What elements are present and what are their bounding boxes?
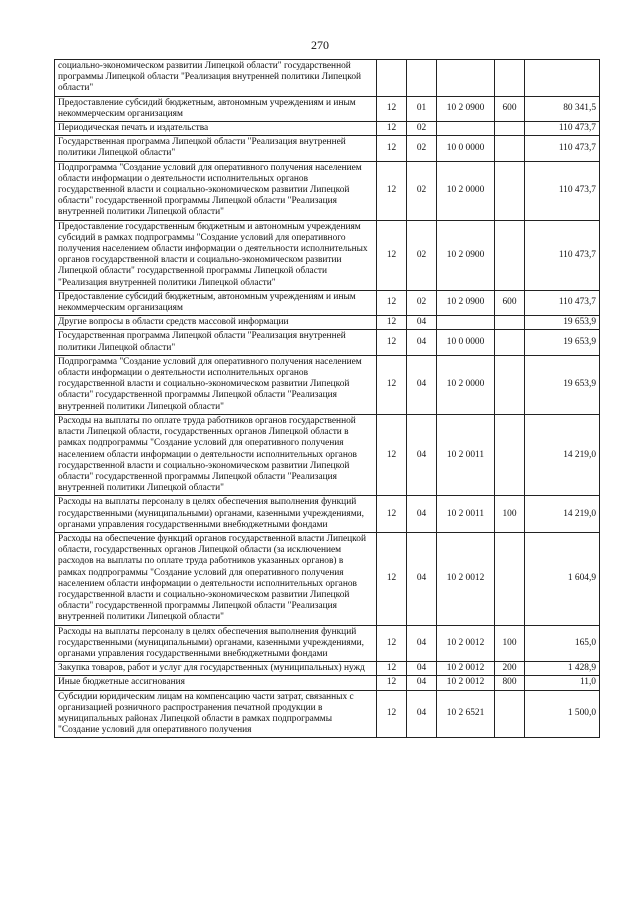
table-row bbox=[55, 330, 600, 355]
amount-value: 165,0 bbox=[525, 625, 600, 662]
expense-type-code bbox=[495, 690, 525, 738]
target-article-code: 10 0 0000 bbox=[437, 330, 495, 355]
budget-table bbox=[54, 59, 600, 738]
section-code: 12 bbox=[377, 330, 407, 355]
target-article-code: 10 2 0011 bbox=[437, 496, 495, 533]
budget-table-body bbox=[55, 60, 600, 738]
section-code: 12 bbox=[377, 316, 407, 330]
amount-value: 1 428,9 bbox=[525, 662, 600, 676]
row-description: социально-экономическом развитии Липецкой области" государственной программы Липецкой области "Реализация внутренней политики Липецкой области" bbox=[55, 60, 377, 97]
row-description: Другие вопросы в области средств массовой информации bbox=[55, 316, 377, 330]
expense-type-code: 200 bbox=[495, 662, 525, 676]
subsection-code: 02 bbox=[407, 220, 437, 290]
subsection-code: 02 bbox=[407, 122, 437, 136]
row-description: Подпрограмма "Создание условий для оперативного получения населением области информации о деятельности исполнительных органов государственной власти и социально-экономическом развитии Липецкой области" государственной программы Липецкой области "Реализация внутренней политики Липецкой области" bbox=[55, 161, 377, 220]
expense-type-code: 100 bbox=[495, 625, 525, 662]
target-article-code: 10 2 0012 bbox=[437, 532, 495, 625]
subsection-code: 04 bbox=[407, 625, 437, 662]
target-article-code: 10 2 0900 bbox=[437, 96, 495, 121]
row-description: Иные бюджетные ассигнования bbox=[55, 676, 377, 690]
row-description: Предоставление субсидий бюджетным, автономным учреждениям и иным некоммерческим организациям bbox=[55, 96, 377, 121]
page-number: 270 bbox=[311, 38, 329, 52]
amount-value: 14 219,0 bbox=[525, 496, 600, 533]
subsection-code: 04 bbox=[407, 414, 437, 495]
table-row bbox=[55, 316, 600, 330]
row-description: Государственная программа Липецкой области "Реализация внутренней политики Липецкой области" bbox=[55, 136, 377, 161]
table-row bbox=[55, 60, 600, 97]
target-article-code: 10 2 0012 bbox=[437, 662, 495, 676]
row-description: Периодическая печать и издательства bbox=[55, 122, 377, 136]
subsection-code: 02 bbox=[407, 161, 437, 220]
amount-value: 80 341,5 bbox=[525, 96, 600, 121]
expense-type-code bbox=[495, 355, 525, 414]
table-row bbox=[55, 96, 600, 121]
target-article-code bbox=[437, 122, 495, 136]
amount-value: 14 219,0 bbox=[525, 414, 600, 495]
row-description: Расходы на обеспечение функций органов государственной власти Липецкой области, государственных органов Липецкой области (за исключением расходов на выплаты по оплате труда работников указанных органов) в рамках подпрограммы "Создание условий для оперативного получения населением области информации о деятельности исполнительных органов государственной власти и социально-экономическом развитии Липецкой области" государственной программы Липецкой области "Реализация внутренней политики Липецкой области" bbox=[55, 532, 377, 625]
expense-type-code bbox=[495, 60, 525, 97]
table-row bbox=[55, 625, 600, 662]
subsection-code: 02 bbox=[407, 290, 437, 315]
section-code: 12 bbox=[377, 96, 407, 121]
subsection-code bbox=[407, 60, 437, 97]
table-row bbox=[55, 136, 600, 161]
row-description: Подпрограмма "Создание условий для оперативного получения населением области информации о деятельности исполнительных органов государственной власти и социально-экономическом развитии Липецкой области" государственной программы Липецкой области "Реализация внутренней политики Липецкой области" bbox=[55, 355, 377, 414]
section-code: 12 bbox=[377, 625, 407, 662]
target-article-code: 10 2 6521 bbox=[437, 690, 495, 738]
target-article-code bbox=[437, 60, 495, 97]
amount-value: 11,0 bbox=[525, 676, 600, 690]
row-description: Расходы на выплаты персоналу в целях обеспечения выполнения функций государственными (муниципальными) органами, казенными учреждениями, органами управления государственными внебюджетными фондами bbox=[55, 496, 377, 533]
section-code: 12 bbox=[377, 532, 407, 625]
target-article-code: 10 0 0000 bbox=[437, 136, 495, 161]
expense-type-code: 600 bbox=[495, 290, 525, 315]
expense-type-code bbox=[495, 136, 525, 161]
expense-type-code bbox=[495, 122, 525, 136]
amount-value bbox=[525, 60, 600, 97]
target-article-code bbox=[437, 316, 495, 330]
expense-type-code bbox=[495, 532, 525, 625]
table-row bbox=[55, 496, 600, 533]
section-code: 12 bbox=[377, 676, 407, 690]
amount-value: 110 473,7 bbox=[525, 220, 600, 290]
table-row bbox=[55, 676, 600, 690]
amount-value: 110 473,7 bbox=[525, 290, 600, 315]
target-article-code: 10 2 0900 bbox=[437, 220, 495, 290]
target-article-code: 10 2 0012 bbox=[437, 625, 495, 662]
table-row bbox=[55, 122, 600, 136]
row-description: Предоставление субсидий бюджетным, автономным учреждениям и иным некоммерческим организациям bbox=[55, 290, 377, 315]
subsection-code: 01 bbox=[407, 96, 437, 121]
table-row bbox=[55, 161, 600, 220]
row-description: Субсидии юридическим лицам на компенсацию части затрат, связанных с организацией розничного распространения печатной продукции в муниципальных районах Липецкой области в рамках подпрограммы "Создание условий для оперативного получения bbox=[55, 690, 377, 738]
amount-value: 1 604,9 bbox=[525, 532, 600, 625]
row-description: Государственная программа Липецкой области "Реализация внутренней политики Липецкой области" bbox=[55, 330, 377, 355]
subsection-code: 04 bbox=[407, 662, 437, 676]
subsection-code: 04 bbox=[407, 330, 437, 355]
row-description: Расходы на выплаты персоналу в целях обеспечения выполнения функций государственными (муниципальными) органами, казенными учреждениями, органами управления государственными внебюджетными фондами bbox=[55, 625, 377, 662]
subsection-code: 02 bbox=[407, 136, 437, 161]
amount-value: 110 473,7 bbox=[525, 136, 600, 161]
amount-value: 19 653,9 bbox=[525, 355, 600, 414]
table-row bbox=[55, 290, 600, 315]
amount-value: 1 500,0 bbox=[525, 690, 600, 738]
expense-type-code: 100 bbox=[495, 496, 525, 533]
subsection-code: 04 bbox=[407, 676, 437, 690]
expense-type-code bbox=[495, 414, 525, 495]
target-article-code: 10 2 0000 bbox=[437, 355, 495, 414]
section-code: 12 bbox=[377, 496, 407, 533]
target-article-code: 10 2 0000 bbox=[437, 161, 495, 220]
target-article-code: 10 2 0011 bbox=[437, 414, 495, 495]
table-row bbox=[55, 532, 600, 625]
table-row bbox=[55, 355, 600, 414]
subsection-code: 04 bbox=[407, 496, 437, 533]
section-code: 12 bbox=[377, 136, 407, 161]
row-description: Закупка товаров, работ и услуг для государственных (муниципальных) нужд bbox=[55, 662, 377, 676]
section-code: 12 bbox=[377, 414, 407, 495]
target-article-code: 10 2 0900 bbox=[437, 290, 495, 315]
section-code bbox=[377, 60, 407, 97]
table-row bbox=[55, 220, 600, 290]
expense-type-code bbox=[495, 330, 525, 355]
section-code: 12 bbox=[377, 690, 407, 738]
table-row bbox=[55, 414, 600, 495]
section-code: 12 bbox=[377, 220, 407, 290]
section-code: 12 bbox=[377, 355, 407, 414]
expense-type-code: 600 bbox=[495, 96, 525, 121]
amount-value: 110 473,7 bbox=[525, 161, 600, 220]
amount-value: 19 653,9 bbox=[525, 330, 600, 355]
section-code: 12 bbox=[377, 662, 407, 676]
expense-type-code bbox=[495, 220, 525, 290]
section-code: 12 bbox=[377, 122, 407, 136]
expense-type-code: 800 bbox=[495, 676, 525, 690]
amount-value: 110 473,7 bbox=[525, 122, 600, 136]
subsection-code: 04 bbox=[407, 532, 437, 625]
table-row bbox=[55, 690, 600, 738]
row-description: Расходы на выплаты по оплате труда работников органов государственной власти Липецкой области, государственных органов Липецкой области в рамках подпрограммы "Создание условий для оперативного получения населением области информации о деятельности исполнительных органов государственной власти и социально-экономическом развитии Липецкой области" государственной программы Липецкой области "Реализация внутренней политики Липецкой области" bbox=[55, 414, 377, 495]
row-description: Предоставление государственным бюджетным и автономным учреждениям субсидий в рамках подпрограммы "Создание условий для оперативного получения населением области информации о деятельности исполнительных органов государственной власти и социально-экономическом развитии Липецкой области" государственной программы Липецкой области "Реализация внутренней политики Липецкой области" bbox=[55, 220, 377, 290]
subsection-code: 04 bbox=[407, 316, 437, 330]
section-code: 12 bbox=[377, 161, 407, 220]
subsection-code: 04 bbox=[407, 355, 437, 414]
section-code: 12 bbox=[377, 290, 407, 315]
table-row bbox=[55, 662, 600, 676]
expense-type-code bbox=[495, 316, 525, 330]
subsection-code: 04 bbox=[407, 690, 437, 738]
target-article-code: 10 2 0012 bbox=[437, 676, 495, 690]
amount-value: 19 653,9 bbox=[525, 316, 600, 330]
expense-type-code bbox=[495, 161, 525, 220]
